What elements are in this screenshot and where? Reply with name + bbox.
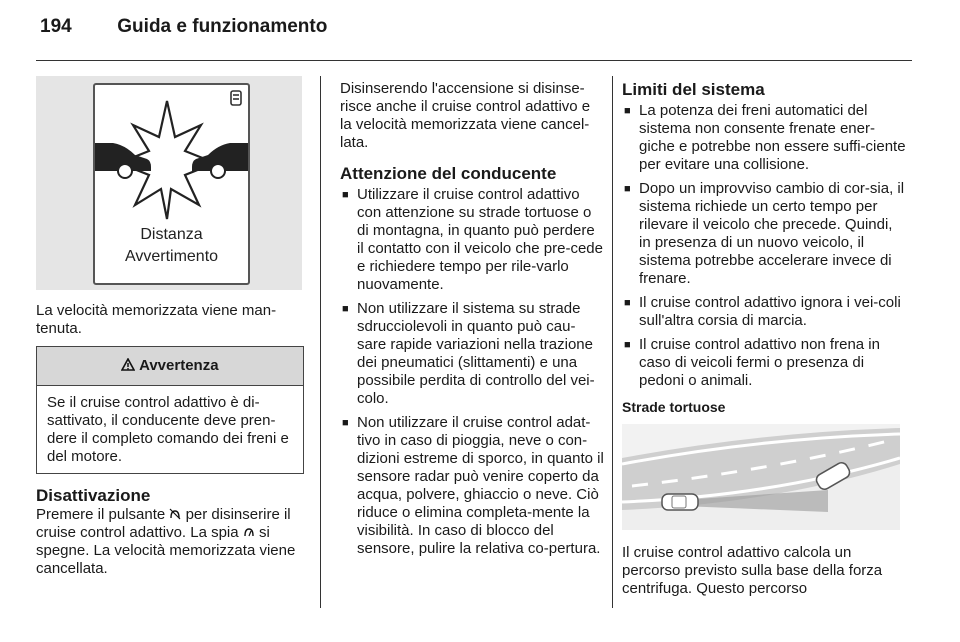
header-rule: [36, 60, 912, 61]
list-item: ■ Utilizzare il cruise control adattivo con attenzione su strade tortuose o di montagna, in quanto può perdere il contatto con il veicolo che pre-cede e richiedere tempo per rile-varlo nuovamente.: [340, 186, 604, 294]
distance-warning-figure: [36, 76, 302, 290]
page-number: 194: [40, 16, 72, 37]
cruise-symbol-icon: [231, 91, 241, 105]
disattivazione-paragraph: [36, 506, 304, 578]
ignition-off-paragraph: Disinserendo l'accensione si disinse-risce anche il cruise control adattivo e la velocità memorizzata viene cancel-lata.: [340, 80, 591, 151]
page-title: Guida e funzionamento: [117, 16, 328, 37]
speed-stored-paragraph: La velocità memorizzata viene man-tenuta.: [36, 302, 277, 337]
limiti-heading: Limiti del sistema: [622, 80, 765, 99]
page-header: [40, 16, 327, 38]
list-item: ■ Non utilizzare il sistema su strade sdrucciolevoli in quanto può cau-sare rapide variazioni nella trazione dei pneumatici (slittamenti) e una possibile perdita di controllo del vei-colo.: [340, 300, 604, 408]
curved-road-figure: [622, 424, 900, 530]
warning-box: [36, 346, 304, 474]
disattivazione-heading: Disattivazione: [36, 486, 151, 505]
column-1-upper: [36, 302, 304, 338]
list-item: ■ Dopo un improvviso cambio di cor-sia, il sistema richiede un certo tempo per rilevare il veicolo che precede. Quindi, in presenza di un nuovo veicolo, il sistema potrebbe accelerare invece di frenare.: [622, 180, 906, 288]
limiti-list: [622, 102, 906, 390]
disattivazione-text-b: per disinserire il cruise control adattivo. La spia: [36, 506, 291, 541]
warning-text: Se il cruise control adattivo è di-sattivato, il conducente deve pren-dere il completo comando dei freni e del motore.: [47, 394, 289, 465]
strade-tortuose-heading: Strade tortuose: [622, 399, 726, 415]
column-divider-1: [320, 76, 321, 608]
list-item: ■ Non utilizzare il cruise control adat-tivo in caso di pioggia, neve o con-dizioni estreme di sporco, in quanto il sensore radar può venire coperto da acqua, polvere, ghiaccio o neve. Ciò riduce o elimina completa-mente la visibilità. In caso di blocco del sensore, pulire la relativa co-pertura.: [340, 414, 604, 558]
disattivazione-text-c: si spegne. La velocità memorizzata viene cancellata.: [36, 524, 296, 577]
list-item: ■ Il cruise control adattivo ignora i vei-coli sull'altra corsia di marcia.: [622, 294, 906, 330]
display-caption-line2: Avvertimento: [124, 248, 219, 265]
attenzione-list: [340, 186, 604, 558]
warning-triangle-icon: [121, 357, 139, 374]
attenzione-heading: Attenzione del conducente: [340, 164, 557, 183]
cruise-off-button-icon: [169, 506, 185, 523]
list-item: ■ La potenza dei freni automatici del sistema non consente frenate ener-giche e potrebbe non essere suffi-ciente per evitare una collisione.: [622, 102, 906, 174]
column-2: [340, 80, 604, 564]
list-item: ■ Il cruise control adattivo non frena in caso di veicoli fermi o presenza di pedoni o animali.: [622, 336, 906, 390]
column-1-lower: [36, 486, 304, 578]
disattivazione-text-a: Premere il pulsante: [36, 506, 166, 523]
strade-tortuose-paragraph: Il cruise control adattivo calcola un percorso previsto sulla base della forza centrifuga. Questo percorso: [622, 544, 883, 597]
column-3-lower: [622, 544, 906, 598]
column-divider-2: [612, 76, 613, 608]
warning-title: Avvertenza: [139, 357, 219, 374]
cruise-lamp-icon: [243, 524, 259, 541]
warning-header: [37, 347, 303, 386]
own-car-icon: [662, 494, 698, 510]
display-caption-line1: Distanza: [140, 226, 203, 243]
column-3: [622, 80, 906, 416]
distance-warning-display: [93, 83, 250, 285]
